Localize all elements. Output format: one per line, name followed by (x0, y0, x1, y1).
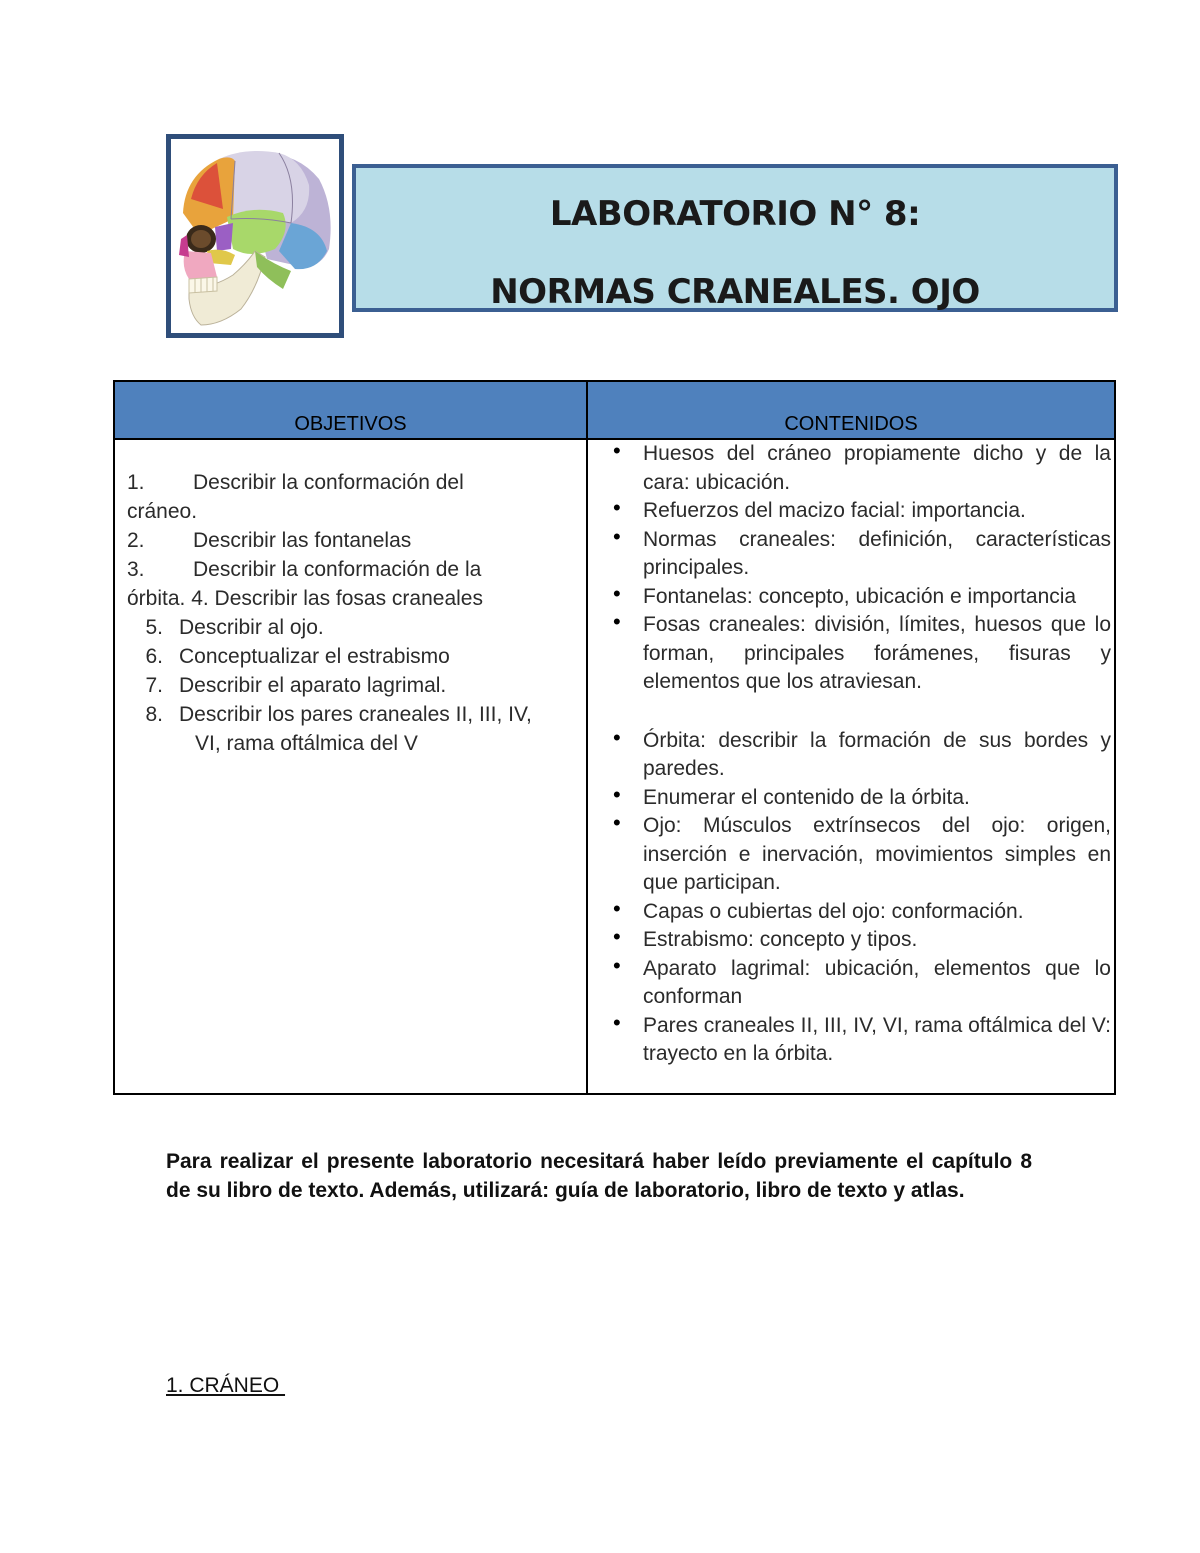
content-item: • Huesos del cráneo propiamente dicho y de la cara: ubicación. (609, 440, 1111, 497)
objective-item: 7. Describir el aparato lagrimal. (145, 674, 447, 697)
section-heading: 1. CRÁNEO (166, 1374, 286, 1397)
content-item: • Órbita: describir la formación de sus bordes y paredes. (609, 727, 1111, 784)
objective-item-cont: órbita. 4. Describir las fosas craneales (127, 587, 483, 610)
objective-item-cont: VI, rama oftálmica del V (195, 732, 418, 755)
skull-logo (166, 134, 344, 338)
skull-icon (171, 139, 339, 333)
contenidos-cell (609, 440, 1111, 1069)
content-item: • Normas craneales: definición, características principales. (609, 526, 1111, 583)
objective-item: 1. Describir la conformación del (127, 471, 464, 494)
objective-item: 2. Describir las fontanelas (127, 529, 412, 552)
objective-item-cont: cráneo. (127, 500, 198, 523)
content-item: • Fosas craneales: división, límites, huesos que lo forman, principales forámenes, fisuras y elementos que los atraviesan. (609, 611, 1111, 697)
content-item: • Estrabismo: concepto y tipos. (609, 926, 1111, 955)
content-item: • Aparato lagrimal: ubicación, elementos que lo conforman (609, 955, 1111, 1012)
objective-item: 8. Describir los pares craneales II, III, IV, (145, 703, 532, 726)
lab-title: LABORATORIO N° 8: (549, 194, 921, 234)
objective-item: 3. Describir la conformación de la (127, 558, 482, 581)
spacer (609, 697, 1111, 727)
intro-paragraph: Para realizar el presente laboratorio necesitará haber leído previamente el capítulo 8 de su libro de texto. Además, utilizará: guía de laboratorio, libro de texto y atlas. (166, 1150, 1032, 1202)
content-item: • Refuerzos del macizo facial: importancia. (609, 497, 1111, 526)
objective-item: 5. Describir al ojo. (145, 616, 324, 639)
contenidos-header: CONTENIDOS (784, 413, 918, 435)
objetivos-header: OBJETIVOS (294, 413, 407, 435)
content-item: • Ojo: Músculos extrínsecos del ojo: origen, inserción e inervación, movimientos simples en que participan. (609, 812, 1111, 898)
content-item: • Capas o cubiertas del ojo: conformación. (609, 898, 1111, 927)
content-item: • Enumerar el contenido de la órbita. (609, 784, 1111, 813)
content-item: • Pares craneales II, III, IV, VI, rama oftálmica del V: trayecto en la órbita. (609, 1012, 1111, 1069)
objetivos-cell (127, 468, 579, 758)
column-divider (586, 382, 588, 1093)
content-item: • Fontanelas: concepto, ubicación e importancia (609, 583, 1111, 612)
objective-item: 6. Conceptualizar el estrabismo (145, 645, 450, 668)
objectives-table (113, 380, 1116, 1095)
table-header-row (115, 382, 1114, 440)
lab-subtitle: NORMAS CRANEALES. OJO (490, 272, 980, 312)
title-banner (352, 164, 1118, 312)
